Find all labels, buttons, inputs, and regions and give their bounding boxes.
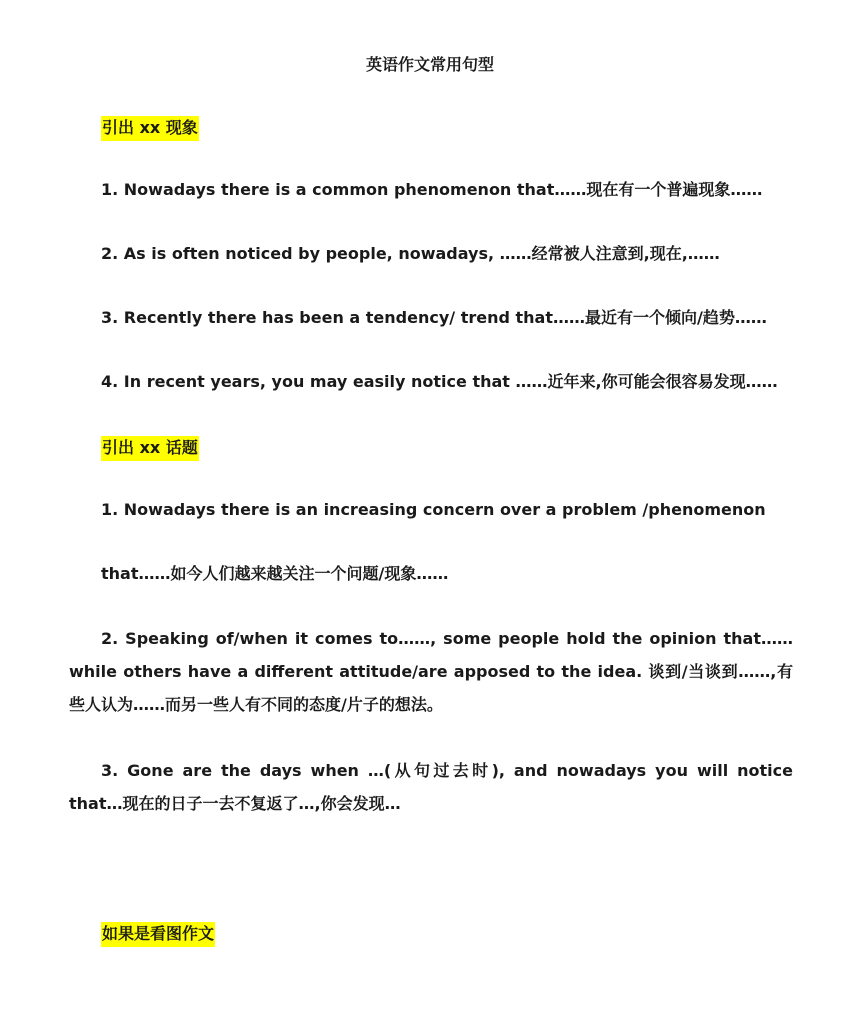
section-heading-topic: 引出 xx 话题: [101, 436, 199, 461]
section-heading-picture-composition: 如果是看图作文: [101, 922, 215, 947]
sentence-3: 3. Recently there has been a tendency/ trend that……最近有一个倾向/趋势……: [101, 308, 767, 327]
topic-sentence-2: 2. Speaking of/when it comes to……, some people hold the opinion that……while others have a different attitude/are apposed to the idea. 谈到/当谈到……,有些人认为……而另一些人有不同的态度/片子的想法。: [69, 629, 793, 714]
document-title: 英语作文常用句型: [365, 55, 494, 74]
section-heading-phenomenon: 引出 xx 现象: [101, 116, 199, 141]
sentence-1: 1. Nowadays there is a common phenomenon that……现在有一个普遍现象……: [101, 180, 763, 199]
topic-sentence-1-line-1: 1. Nowadays there is an increasing concern over a problem /phenomenon: [101, 500, 766, 519]
topic-sentence-1-line-2: that……如今人们越来越关注一个问题/现象……: [101, 564, 449, 583]
sentence-2: 2. As is often noticed by people, nowadays, ……经常被人注意到,现在,……: [101, 244, 720, 263]
sentence-4: 4. In recent years, you may easily notice that ……近年来,你可能会很容易发现……: [101, 372, 778, 391]
topic-sentence-3: 3. Gone are the days when …(从句过去时), and nowadays you will notice that…现在的日子一去不复返了…,你会发现…: [69, 761, 793, 813]
